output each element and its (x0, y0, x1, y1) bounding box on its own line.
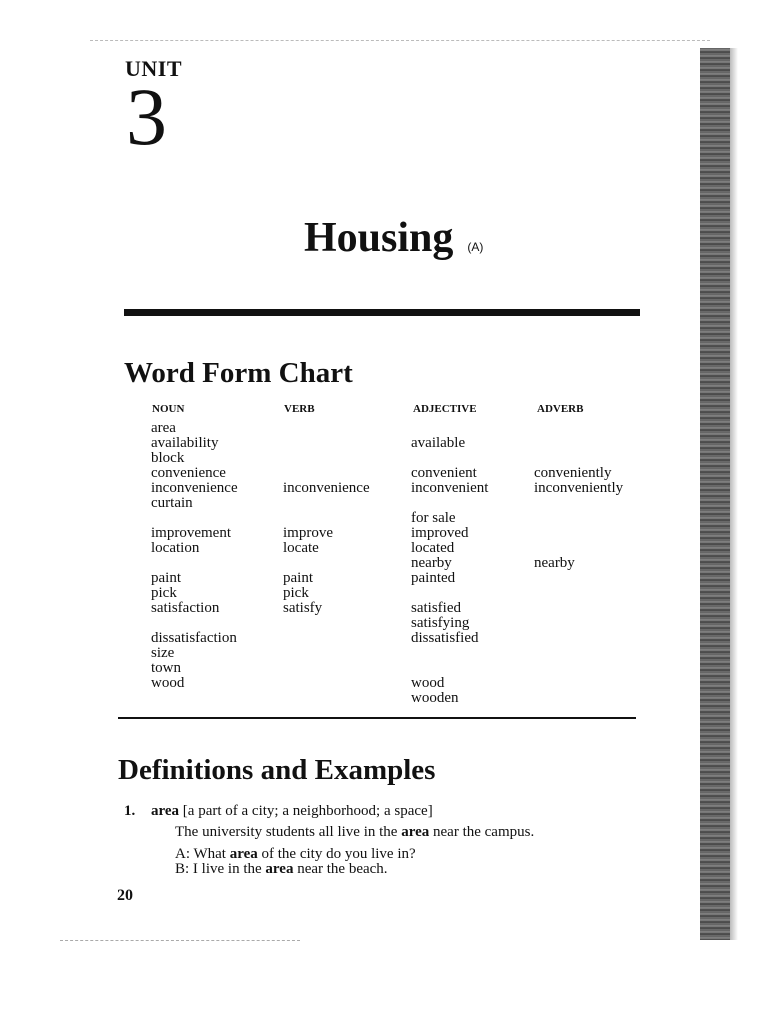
dialog-a-term: area (229, 846, 258, 862)
adverb-column-header: ADVERB (537, 403, 584, 415)
dialog-line-b (175, 861, 388, 878)
adjective-column: available convenient inconvenient for sale improved located nearby painted satisfied satisfying dissatisfied wood wooden (411, 435, 489, 706)
chapter-title-tag: (A) (467, 240, 484, 254)
dialog-a-text: A: What (175, 846, 230, 862)
chapter-title-text: Housing (304, 215, 454, 261)
example-text-end: near the campus. (429, 824, 535, 840)
book-binding-shadow (700, 48, 730, 940)
definition-meaning: [a part of a city; a neighborhood; a space] (179, 803, 433, 819)
definitions-heading: Definitions and Examples (118, 754, 436, 786)
unit-label: UNIT (125, 56, 183, 81)
word-form-chart-heading: Word Form Chart (124, 357, 353, 389)
definition-example (175, 824, 534, 841)
noun-column: area availability block convenience inconvenience curtain improvement location paint pick satisfaction dissatisfaction size town wood (151, 420, 238, 691)
definition-term: area (151, 803, 180, 819)
definition-entry (151, 803, 433, 820)
dialog-b-text-end: near the beach. (293, 861, 388, 877)
verb-column: inconvenience improve locate paint pick satisfy (283, 480, 370, 616)
book-binding-edge (730, 48, 738, 940)
example-term: area (401, 824, 430, 840)
unit-number: 3 (126, 71, 167, 162)
example-text: The university students all live in the (175, 824, 402, 840)
page-number: 20 (117, 887, 133, 904)
adjective-column-header: ADJECTIVE (413, 403, 477, 415)
scan-edge-top (90, 40, 710, 41)
dialog-b-term: area (265, 861, 294, 877)
title-divider (124, 309, 640, 316)
dialog-b-text: B: I live in the (175, 861, 266, 877)
definition-number: 1. (124, 803, 136, 819)
dialog-a-text-end: of the city do you live in? (257, 846, 416, 862)
chapter-title (304, 214, 483, 262)
scan-edge-bottom (60, 940, 300, 941)
noun-column-header: NOUN (152, 403, 185, 415)
adverb-column: conveniently inconveniently nearby (534, 465, 624, 571)
verb-column-header: VERB (284, 403, 315, 415)
chart-divider (118, 717, 636, 719)
